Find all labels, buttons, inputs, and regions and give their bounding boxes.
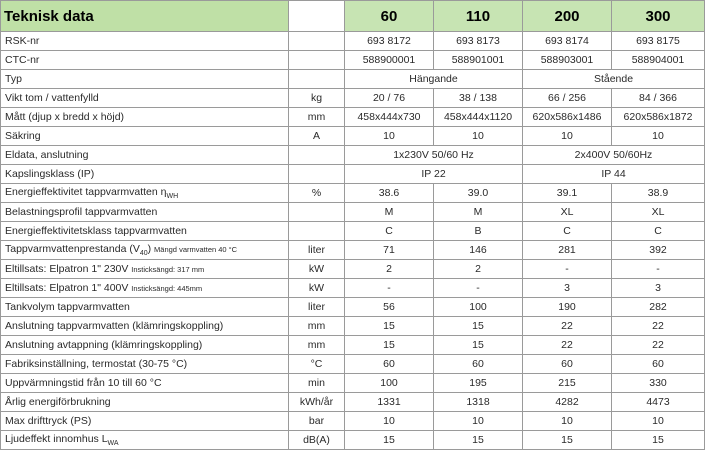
row-label-text: Uppvärmningstid från 10 till 60 °C	[5, 377, 162, 389]
table-body	[1, 32, 705, 450]
table-row	[1, 355, 705, 374]
value-cell: 281	[523, 241, 612, 260]
row-label	[1, 70, 289, 89]
model-header: 200	[523, 1, 612, 32]
value-cell: 190	[523, 298, 612, 317]
row-label-text: Anslutning tappvarmvatten (klämringskoppling)	[5, 320, 224, 332]
value-cell: 693 8175	[612, 32, 705, 51]
row-label-note: Insticksängd: 445mm	[131, 284, 203, 293]
value-cell: 458x444x1120	[434, 108, 523, 127]
row-unit: mm	[289, 336, 345, 355]
value-cell: C	[612, 222, 705, 241]
value-cell: 15	[434, 336, 523, 355]
row-label-text: Kapslingsklass (IP)	[5, 168, 95, 180]
row-label-text: CTC-nr	[5, 54, 40, 66]
value-cell: -	[434, 279, 523, 298]
row-label	[1, 184, 289, 203]
table-row	[1, 89, 705, 108]
row-label-text: Eldata, anslutning	[5, 149, 89, 161]
row-label-subscript: WA	[107, 440, 119, 448]
row-unit: min	[289, 374, 345, 393]
table-row	[1, 260, 705, 279]
model-header: 300	[612, 1, 705, 32]
value-cell: 71	[345, 241, 434, 260]
value-cell: 4473	[612, 393, 705, 412]
row-unit	[289, 203, 345, 222]
value-cell: 60	[612, 355, 705, 374]
value-cell: 693 8172	[345, 32, 434, 51]
value-cell: 10	[612, 127, 705, 146]
value-cell: C	[523, 222, 612, 241]
value-cell: 693 8173	[434, 32, 523, 51]
row-label-text: Anslutning avtappning (klämringskoppling)	[5, 339, 203, 351]
value-cell: 15	[345, 336, 434, 355]
table-row	[1, 32, 705, 51]
row-unit: dB(A)	[289, 431, 345, 450]
group-value-cell: 1x230V 50/60 Hz	[345, 146, 523, 165]
value-cell: 10	[434, 412, 523, 431]
row-unit: liter	[289, 241, 345, 260]
value-cell: 146	[434, 241, 523, 260]
row-label	[1, 51, 289, 70]
value-cell: 84 / 366	[612, 89, 705, 108]
table-row	[1, 51, 705, 70]
row-label-text: Säkring	[5, 130, 41, 142]
row-label-text: RSK-nr	[5, 35, 40, 47]
row-unit: mm	[289, 108, 345, 127]
row-label-note: Insticksängd: 317 mm	[131, 265, 205, 274]
row-label-text: Eltillsats: Elpatron 1" 400V	[5, 282, 129, 294]
row-label-text: Typ	[5, 73, 22, 85]
group-value-cell: Stående	[523, 70, 705, 89]
row-unit	[289, 222, 345, 241]
value-cell: 39.1	[523, 184, 612, 203]
row-unit: kW	[289, 260, 345, 279]
value-cell: 66 / 256	[523, 89, 612, 108]
group-value-cell: IP 44	[523, 165, 705, 184]
row-label	[1, 165, 289, 184]
value-cell: 10	[523, 127, 612, 146]
row-label	[1, 127, 289, 146]
row-label-text: Tankvolym tappvarmvatten	[5, 301, 130, 313]
value-cell: 56	[345, 298, 434, 317]
row-unit: A	[289, 127, 345, 146]
table-row	[1, 241, 705, 260]
table-row	[1, 108, 705, 127]
value-cell: 15	[523, 431, 612, 450]
value-cell: -	[612, 260, 705, 279]
value-cell: 458x444x730	[345, 108, 434, 127]
table-row	[1, 127, 705, 146]
value-cell: 10	[434, 127, 523, 146]
row-label	[1, 222, 289, 241]
row-unit: kW	[289, 279, 345, 298]
row-label-text: Fabriksinställning, termostat (30-75 °C)	[5, 358, 188, 370]
value-cell: C	[345, 222, 434, 241]
row-label	[1, 431, 289, 450]
row-unit: kWh/år	[289, 393, 345, 412]
value-cell: 15	[434, 431, 523, 450]
table-title: Teknisk data	[1, 1, 289, 32]
value-cell: 39.0	[434, 184, 523, 203]
value-cell: 22	[523, 336, 612, 355]
table-row	[1, 203, 705, 222]
value-cell: 10	[345, 127, 434, 146]
row-label	[1, 203, 289, 222]
row-label-text: Eltillsats: Elpatron 1" 230V	[5, 263, 129, 275]
row-label	[1, 32, 289, 51]
value-cell: 195	[434, 374, 523, 393]
table-row	[1, 222, 705, 241]
value-cell: 588901001	[434, 51, 523, 70]
row-unit: °C	[289, 355, 345, 374]
value-cell: 60	[523, 355, 612, 374]
row-label	[1, 393, 289, 412]
row-label-suffix: )	[147, 242, 152, 255]
value-cell: 588900001	[345, 51, 434, 70]
value-cell: B	[434, 222, 523, 241]
value-cell: 693 8174	[523, 32, 612, 51]
row-unit	[289, 70, 345, 89]
value-cell: 4282	[523, 393, 612, 412]
row-label	[1, 298, 289, 317]
row-label	[1, 89, 289, 108]
value-cell: 15	[345, 317, 434, 336]
value-cell: 60	[434, 355, 523, 374]
row-unit	[289, 51, 345, 70]
value-cell: 588903001	[523, 51, 612, 70]
row-label	[1, 374, 289, 393]
row-label	[1, 241, 289, 260]
row-label	[1, 412, 289, 431]
value-cell: 100	[345, 374, 434, 393]
value-cell: 10	[523, 412, 612, 431]
row-label	[1, 336, 289, 355]
value-cell: 60	[345, 355, 434, 374]
row-label-text: Vikt tom / vattenfylld	[5, 92, 99, 104]
model-header: 110	[434, 1, 523, 32]
value-cell: 15	[612, 431, 705, 450]
value-cell: 100	[434, 298, 523, 317]
row-unit: liter	[289, 298, 345, 317]
table-row	[1, 298, 705, 317]
value-cell: 38.9	[612, 184, 705, 203]
row-label-note: Mängd varmvatten 40 °C	[154, 244, 238, 254]
group-value-cell: Hängande	[345, 70, 523, 89]
row-unit	[289, 146, 345, 165]
row-label-text: Max drifttryck (PS)	[5, 415, 92, 427]
value-cell: 215	[523, 374, 612, 393]
table-row	[1, 317, 705, 336]
table-row	[1, 279, 705, 298]
table-row	[1, 146, 705, 165]
value-cell: 38.6	[345, 184, 434, 203]
value-cell: M	[345, 203, 434, 222]
table-row	[1, 431, 705, 450]
value-cell: -	[345, 279, 434, 298]
value-cell: 1318	[434, 393, 523, 412]
value-cell: XL	[612, 203, 705, 222]
row-label-text: Ljudeffekt innomhus L	[5, 432, 108, 445]
value-cell: 3	[523, 279, 612, 298]
table-row	[1, 336, 705, 355]
model-header: 60	[345, 1, 434, 32]
row-unit: bar	[289, 412, 345, 431]
row-label-text: Mått (djup x bredd x höjd)	[5, 111, 125, 123]
row-label	[1, 108, 289, 127]
value-cell: 10	[345, 412, 434, 431]
value-cell: 20 / 76	[345, 89, 434, 108]
row-label-text: Energieffektivitet tappvarmvatten η	[5, 185, 167, 198]
table-row	[1, 165, 705, 184]
group-value-cell: IP 22	[345, 165, 523, 184]
value-cell: 1331	[345, 393, 434, 412]
value-cell: 2	[434, 260, 523, 279]
table-row	[1, 412, 705, 431]
value-cell: 392	[612, 241, 705, 260]
value-cell: 620x586x1872	[612, 108, 705, 127]
value-cell: 3	[612, 279, 705, 298]
value-cell: 15	[345, 431, 434, 450]
row-label-text: Belastningsprofil tappvarmvatten	[5, 206, 158, 218]
table-row	[1, 374, 705, 393]
row-unit: kg	[289, 89, 345, 108]
row-label-text: Energieffektivitetsklass tappvarmvatten	[5, 225, 187, 237]
value-cell: XL	[523, 203, 612, 222]
value-cell: 10	[612, 412, 705, 431]
row-unit: %	[289, 184, 345, 203]
row-unit	[289, 32, 345, 51]
row-label-subscript: WH	[166, 193, 179, 201]
value-cell: 38 / 138	[434, 89, 523, 108]
value-cell: 22	[612, 317, 705, 336]
row-label	[1, 317, 289, 336]
table-row	[1, 70, 705, 89]
row-label-subscript: 40	[139, 250, 148, 258]
value-cell: 22	[523, 317, 612, 336]
value-cell: 15	[434, 317, 523, 336]
value-cell: 330	[612, 374, 705, 393]
row-label	[1, 260, 289, 279]
value-cell: 588904001	[612, 51, 705, 70]
table-row	[1, 393, 705, 412]
value-cell: -	[523, 260, 612, 279]
row-label-text: Årlig energiförbrukning	[5, 396, 111, 408]
row-label	[1, 355, 289, 374]
value-cell: M	[434, 203, 523, 222]
value-cell: 2	[345, 260, 434, 279]
row-unit: mm	[289, 317, 345, 336]
value-cell: 282	[612, 298, 705, 317]
row-label	[1, 279, 289, 298]
group-value-cell: 2x400V 50/60Hz	[523, 146, 705, 165]
header-row	[1, 1, 705, 32]
value-cell: 620x586x1486	[523, 108, 612, 127]
unit-header	[289, 1, 345, 32]
row-unit	[289, 165, 345, 184]
row-label-text: Tappvarmvattenprestanda (V	[5, 242, 140, 255]
row-label	[1, 146, 289, 165]
value-cell: 22	[612, 336, 705, 355]
table-row	[1, 184, 705, 203]
